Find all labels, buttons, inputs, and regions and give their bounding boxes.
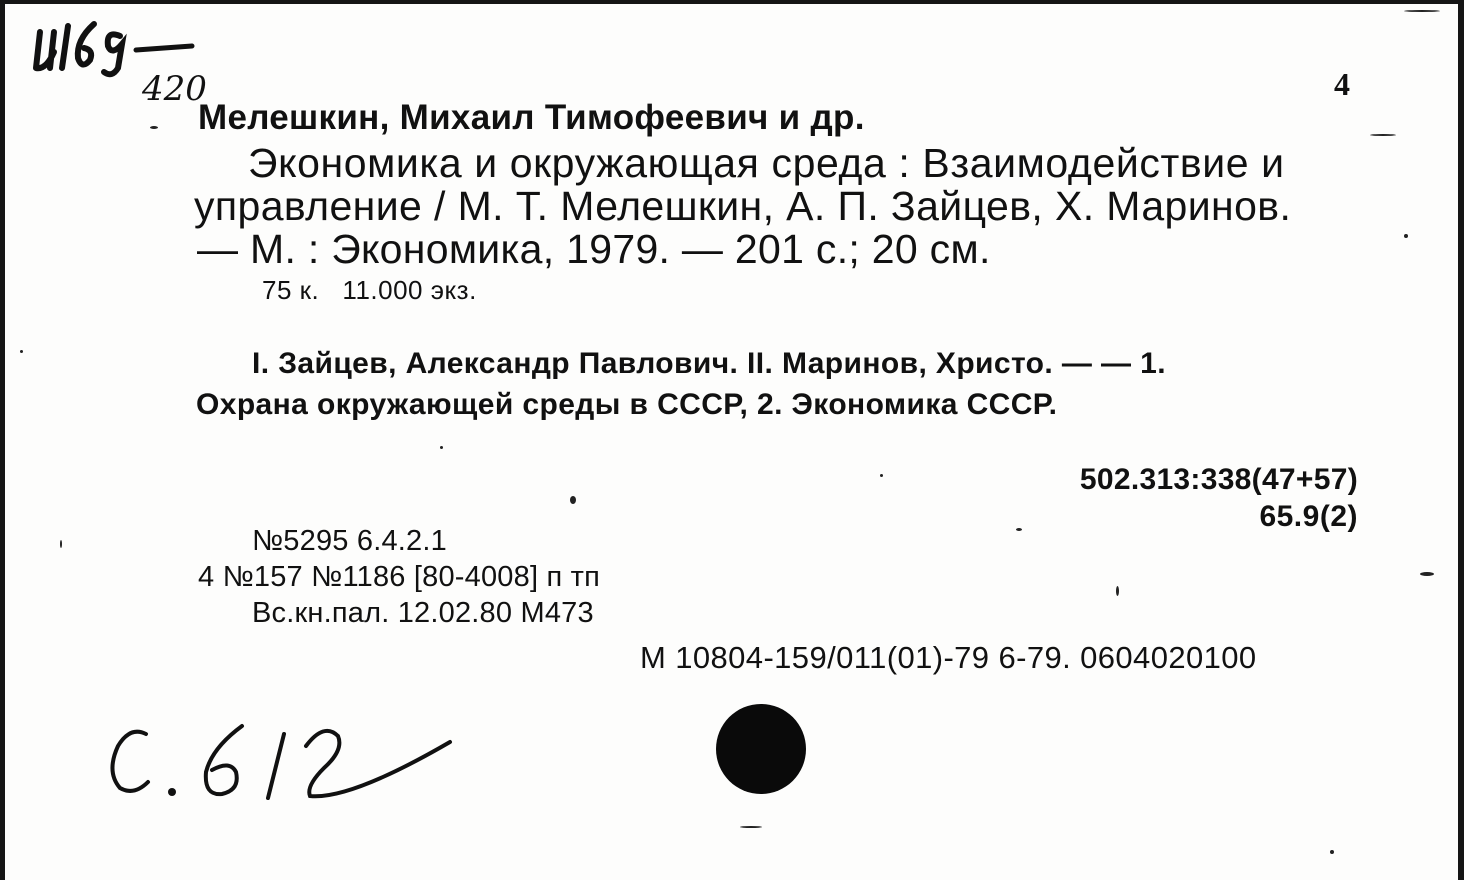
speck (150, 126, 158, 129)
speck (1016, 528, 1022, 531)
tracing-line-1: I. Зайцев, Александр Павлович. II. Маринов, Христо. — — 1. (252, 347, 1166, 380)
bbk-index: 65.9(2) (1259, 500, 1358, 533)
speck (740, 826, 762, 828)
speck (1404, 234, 1408, 238)
speck (60, 540, 62, 548)
title-line-2: управление / М. Т. Мелешкин, А. П. Зайцев, Х. Маринов. (194, 183, 1292, 229)
card-edge-top (0, 0, 1464, 4)
card-edge-right (1458, 0, 1464, 880)
tracing-line-2: Охрана окружающей среды в СССР, 2. Экономика СССР. (196, 388, 1058, 421)
speck (20, 350, 23, 353)
title-line-1: Экономика и окружающая среда : Взаимодействие и (248, 140, 1285, 186)
speck (1404, 10, 1440, 12)
card-number: 4 (1334, 66, 1350, 102)
speck (440, 446, 443, 449)
card-punch-hole (716, 704, 806, 794)
order-line-2: 4 №157 №1186 [80-4008] п тп (198, 561, 601, 593)
speck (1370, 134, 1396, 136)
speck (1116, 586, 1119, 596)
speck (570, 496, 576, 504)
shelf-mark-handwriting (24, 10, 224, 110)
udc-index: 502.313:338(47+57) (1079, 463, 1358, 496)
card-edge-left (0, 0, 5, 880)
speck (880, 474, 883, 477)
order-line-4: М 10804-159/011(01)-79 6-79. 0604020100 (640, 640, 1257, 675)
shelf-mark-sub: 420 (142, 69, 207, 109)
price-and-print-run: 75 к. 11.000 экз. (262, 275, 477, 305)
speck (1420, 572, 1434, 576)
order-line-3: Вс.кн.пал. 12.02.80 М473 (252, 597, 594, 629)
handwritten-page-note (100, 712, 470, 812)
title-line-3: — М. : Экономика, 1979. — 201 с.; 20 см. (197, 226, 991, 272)
author-heading: Мелешкин, Михаил Тимофеевич и др. (198, 98, 865, 137)
speck (1330, 850, 1334, 854)
order-line-1: №5295 6.4.2.1 (252, 525, 447, 557)
